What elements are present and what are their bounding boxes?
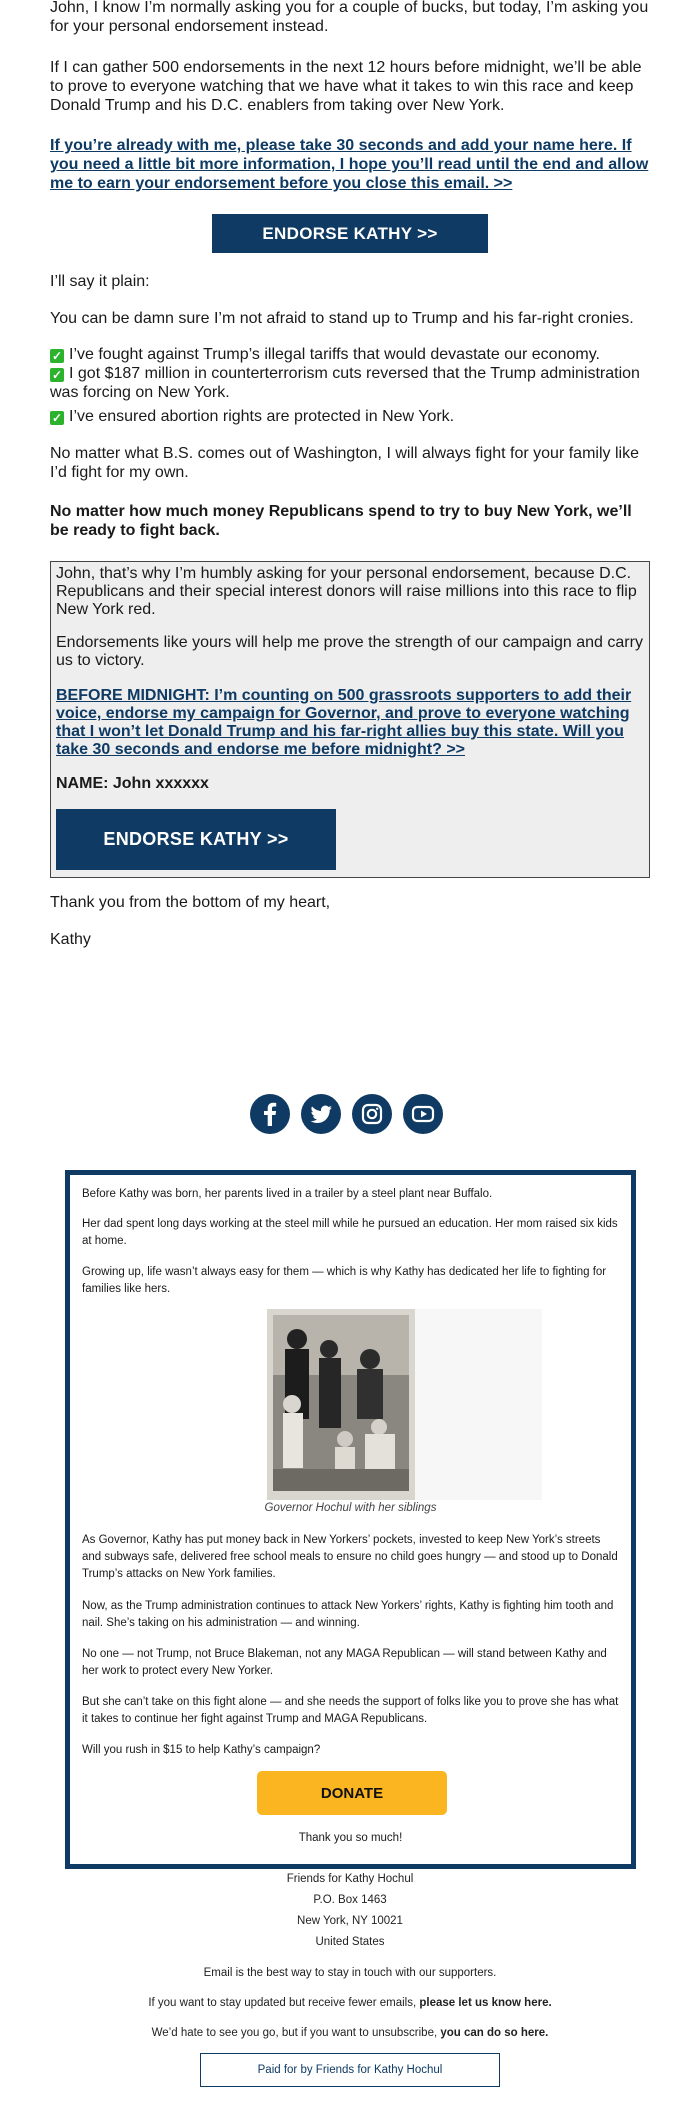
twitter-icon[interactable] [301,1094,341,1134]
plain-paragraph: I’ll say it plain: [50,273,150,290]
endorse-kathy-button[interactable]: ENDORSE KATHY >> [212,214,488,253]
goal-paragraph: If I can gather 500 endorsements in the next 12 hours before midnight, we’ll be able to prove to everyone watching that we have what it takes to win this race and keep Donald Trump and his D.C. enablers from taking over New York. [50,59,642,114]
checkmark-icon: ✓ [51,411,63,425]
footer-line-3: We’d hate to see you go, but if you want to unsubscribe, you can do so here. [151,2027,549,2039]
bio-paragraph-1: Before Kathy was born, her parents lived in a trailer by a steel plant near Buffalo. [82,1188,493,1200]
fight-paragraph: No matter what B.S. comes out of Washington, I will always fight for your family like I’d fight for my own. [50,445,639,481]
bio-paragraph-3: Growing up, life wasn’t always easy for them — which is why Kathy has dedicated her life to fighting for families like hers. [82,1266,607,1295]
footer-country: United States [315,1936,385,1948]
check-item-2: ✓ I got $187 million in counterterrorism cuts reversed that the Trump administration was forcing on New York. [50,365,640,401]
bio-paragraph-6: No one — not Trump, not Bruce Blakeman, not any MAGA Republican — will stand between Kathy and her work to protect every New Yorker. [82,1648,607,1677]
footer-line-2: If you want to stay updated but receive fewer emails, please let us know here. [148,1997,552,2009]
fewer-emails-link[interactable]: please let us know here. [419,1997,552,2009]
instagram-icon[interactable] [352,1094,392,1134]
bio-paragraph-7: But she can’t take on this fight alone — and she needs the support of folks like you to prove she has what it takes to continue her fight against Trump and MAGA Republicans. [82,1696,619,1725]
signoff: Kathy [50,931,91,948]
stand-paragraph: You can be damn sure I’m not afraid to stand up to Trump and his far-right cronies. [50,310,634,327]
check-item-3: ✓ I’ve ensured abortion rights are protected in New York. [51,408,455,425]
endorse-intro-link[interactable]: If you’re already with me, please take 30 seconds and add your name here. If you need a little bit more information, I hope you’ll read until the end and allow me to earn your endorsement before you close this email. >> [50,137,649,192]
checkmark-icon: ✓ [51,368,63,382]
intro-paragraph: John, I know I’m normally asking you for a couple of bucks, but today, I’m asking you for your personal endorsement instead. [50,0,649,35]
donate-button[interactable]: DONATE [257,1771,447,1815]
endorsement-box [50,561,650,878]
checkmark-icon: ✓ [51,349,63,363]
family-photo-frame [267,1309,542,1500]
bio-thanks: Thank you so much! [298,1832,403,1844]
photo-caption: Governor Hochul with her siblings [264,1502,437,1514]
name-line: NAME: John xxxxxx [56,775,209,792]
donation-ask: Will you rush in $15 to help Kathy’s campaign? [82,1744,321,1756]
box-paragraph-2: Endorsements like yours will help me prove the strength of our campaign and carry us to victory. [56,634,643,669]
check-item-1: ✓ I’ve fought against Trump’s illegal tariffs that would devastate our economy. [51,346,600,363]
footer-org: Friends for Kathy Hochul [286,1873,414,1885]
endorse-kathy-box-button[interactable]: ENDORSE KATHY >> [56,809,336,870]
family-photo [267,1309,415,1500]
bold-paragraph: No matter how much money Republicans spend to try to buy New York, we’ll be ready to fight back. [50,503,632,539]
before-midnight-link[interactable]: BEFORE MIDNIGHT: I’m counting on 500 grassroots supporters to add their voice, endorse my campaign for Governor, and prove to everyone watching that I won’t let Donald Trump and his far-right allies buy this state. Will you take 30 seconds and endorse me before midnight? >> [56,687,632,758]
footer-line-1: Email is the best way to stay in touch with our supporters. [203,1967,497,1979]
bio-paragraph-5: Now, as the Trump administration continues to attack New Yorkers’ rights, Kathy is fighting him tooth and nail. She’s taking on his administration — and winning. [82,1600,614,1629]
paid-for-by-box: Paid for by Friends for Kathy Hochul [200,2053,500,2087]
footer-city: New York, NY 10021 [297,1915,403,1927]
bio-paragraph-2: Her dad spent long days working at the steel mill while he pursued an education. Her mom raised six kids at home. [82,1218,618,1247]
thanks-line: Thank you from the bottom of my heart, [50,894,331,911]
unsubscribe-link[interactable]: you can do so here. [440,2027,549,2039]
facebook-icon[interactable] [250,1094,290,1134]
bio-paragraph-4: As Governor, Kathy has put money back in New Yorkers’ pockets, invested to keep New York’s streets and subways safe, delivered free school meals to ensure no child goes hungry — and stood up to Donald Trump’s attacks on New York families. [82,1534,618,1580]
youtube-icon[interactable] [403,1094,443,1134]
footer-pobox: P.O. Box 1463 [313,1894,387,1906]
biography-box [65,1170,636,1869]
box-paragraph-1: John, that’s why I’m humbly asking for your personal endorsement, because D.C. Republicans and their special interest donors will raise millions into this race to flip New York red. [56,565,637,618]
